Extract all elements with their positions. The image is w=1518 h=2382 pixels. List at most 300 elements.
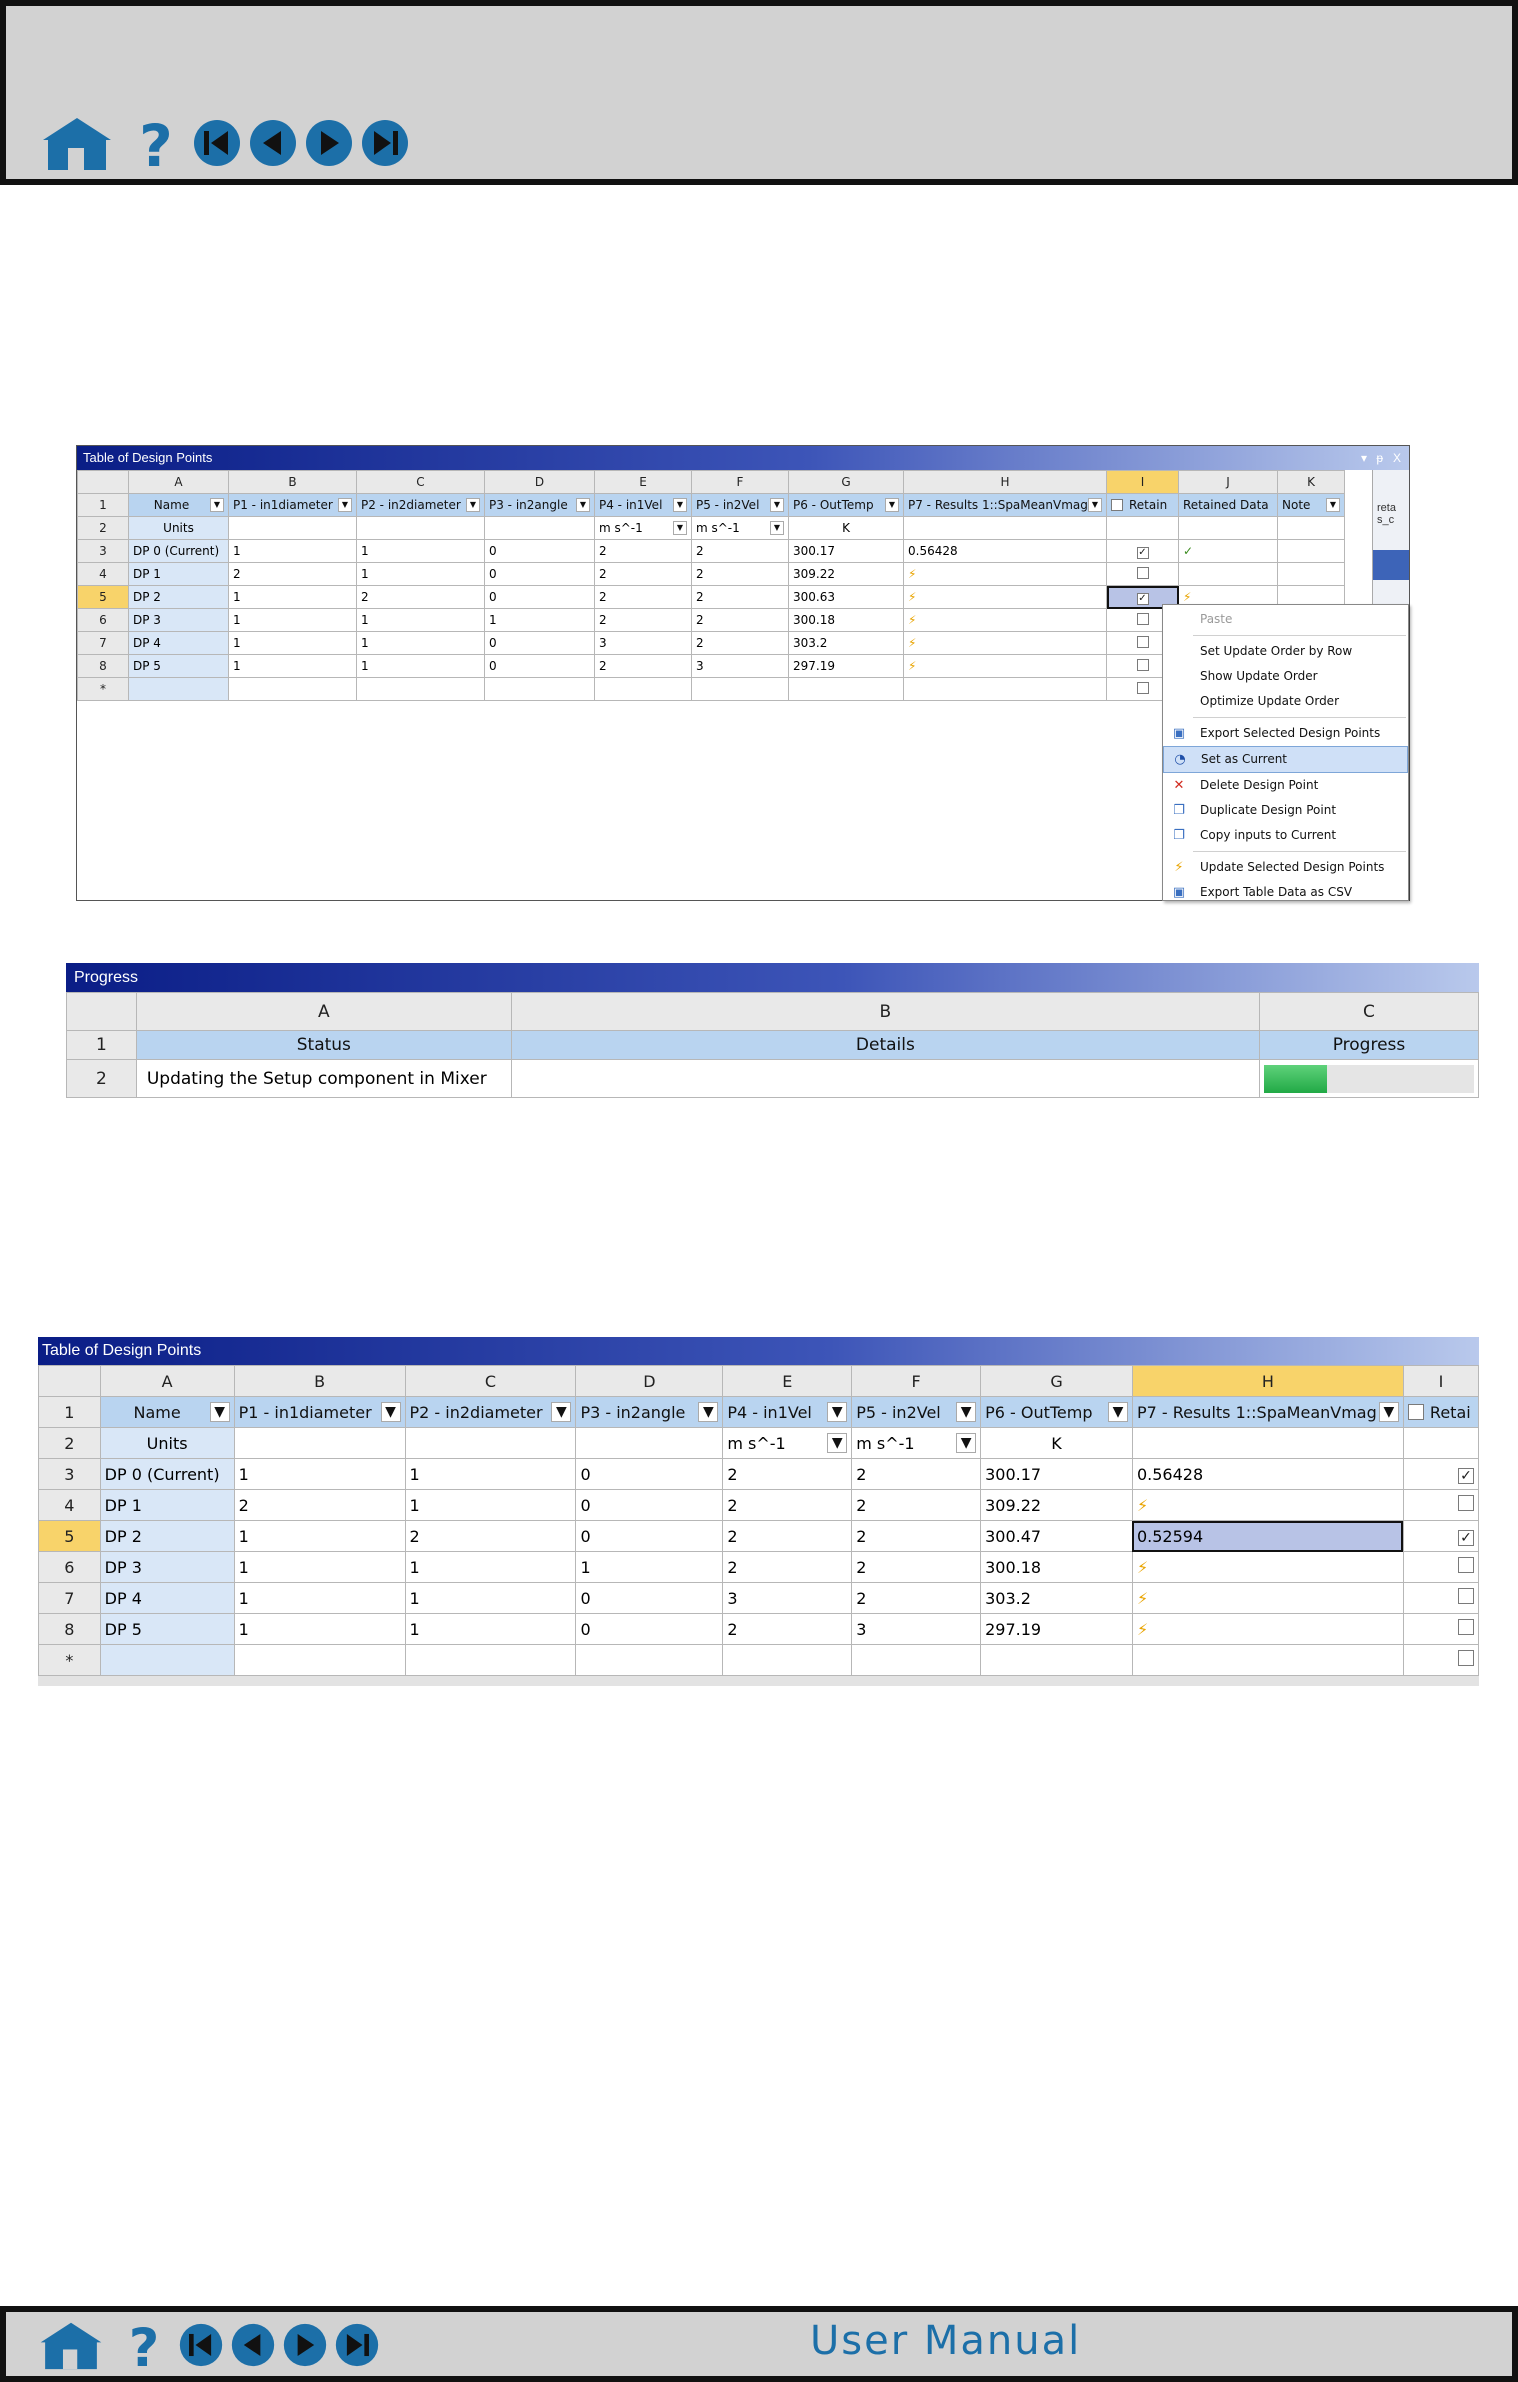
home-icon[interactable]: [38, 2318, 104, 2372]
column-filter-dropdown[interactable]: ▼: [698, 1402, 718, 1422]
units-cell: [405, 1428, 576, 1459]
parameter-value[interactable]: 2: [357, 586, 485, 609]
parameter-value[interactable]: 1: [405, 1490, 576, 1521]
parameter-value[interactable]: 2: [405, 1521, 576, 1552]
parameter-header: [789, 494, 904, 517]
header-label: P1 - in1diameter: [238, 1402, 372, 1422]
out-of-date-cell[interactable]: [1132, 1552, 1403, 1583]
parameter-header: [234, 1397, 405, 1428]
out-of-date-cell[interactable]: [1132, 1490, 1403, 1521]
units-select[interactable]: [852, 1428, 981, 1459]
retained-data-cell: [1179, 563, 1278, 586]
bottom-nav-bar: [0, 2306, 1518, 2382]
menu-item[interactable]: [1163, 823, 1408, 848]
first-page-icon[interactable]: [178, 2322, 224, 2368]
parameter-value[interactable]: 2: [595, 540, 692, 563]
parameter-value[interactable]: 0: [485, 563, 595, 586]
parameter-value[interactable]: 1: [229, 655, 357, 678]
parameter-value[interactable]: 2: [595, 655, 692, 678]
parameter-value[interactable]: 2: [723, 1614, 852, 1645]
parameter-value[interactable]: 1: [234, 1552, 405, 1583]
parameter-value[interactable]: 0: [576, 1614, 723, 1645]
update-required-icon: ⚡: [908, 659, 917, 673]
empty-cell[interactable]: [723, 1645, 852, 1676]
column-header-c[interactable]: C: [357, 471, 485, 494]
parameter-header: [1403, 1397, 1478, 1428]
row-header: 2: [39, 1428, 101, 1459]
parameter-value[interactable]: 303.2: [981, 1583, 1133, 1614]
parameter-value[interactable]: 2: [852, 1583, 981, 1614]
empty-cell[interactable]: [576, 1645, 723, 1676]
parameter-header: [405, 1397, 576, 1428]
empty-cell[interactable]: [1132, 1645, 1403, 1676]
parameter-value[interactable]: 1: [405, 1614, 576, 1645]
retain-cell[interactable]: [1403, 1490, 1478, 1521]
column-filter-dropdown[interactable]: ▼: [381, 1402, 401, 1422]
update-required-icon: ⚡: [1136, 1495, 1149, 1515]
empty-cell[interactable]: [234, 1645, 405, 1676]
progress-header: Progress: [1259, 1031, 1478, 1060]
column-header-a[interactable]: A: [100, 1366, 234, 1397]
previous-page-icon[interactable]: [230, 2322, 276, 2368]
header-wrap: [985, 1402, 1128, 1422]
parameter-value[interactable]: 2: [229, 563, 357, 586]
menu-item-label: Export Selected Design Points: [1200, 726, 1381, 740]
parameter-value[interactable]: 0.56428: [1132, 1459, 1403, 1490]
menu-item-label: Set as Current: [1201, 752, 1288, 766]
column-header-e[interactable]: E: [595, 471, 692, 494]
menu-item[interactable]: [1163, 639, 1408, 664]
menu-item[interactable]: [1163, 746, 1408, 773]
row-header[interactable]: 3: [78, 540, 129, 563]
parameter-value[interactable]: 1: [229, 586, 357, 609]
menu-item[interactable]: [1163, 689, 1408, 714]
retain-checkbox[interactable]: ✓: [1458, 1468, 1474, 1484]
units-value: m s^-1: [727, 1433, 786, 1453]
design-point-name[interactable]: DP 5: [100, 1614, 234, 1645]
context-menu: [1162, 604, 1409, 901]
table-row[interactable]: [39, 1459, 1479, 1490]
retain-cell[interactable]: [1403, 1614, 1478, 1645]
column-filter-dropdown[interactable]: ▼: [770, 498, 784, 512]
retain-all-checkbox[interactable]: [1408, 1404, 1424, 1420]
column-header-d[interactable]: D: [485, 471, 595, 494]
out-of-date-cell[interactable]: [904, 609, 1107, 632]
row-header[interactable]: 6: [39, 1552, 101, 1583]
column-filter-dropdown[interactable]: ▼: [885, 498, 899, 512]
close-icon[interactable]: X: [1392, 451, 1401, 465]
table-row[interactable]: [78, 586, 1345, 609]
parameter-value[interactable]: 1: [229, 632, 357, 655]
parameter-value[interactable]: 2: [852, 1490, 981, 1521]
parameter-value[interactable]: 2: [692, 586, 789, 609]
column-header-g[interactable]: G: [981, 1366, 1133, 1397]
parameter-value[interactable]: 1: [576, 1552, 723, 1583]
header-label: Retai: [1429, 1402, 1471, 1422]
parameter-value[interactable]: 2: [852, 1552, 981, 1583]
header-wrap: [233, 498, 352, 512]
retain-checkbox[interactable]: [1137, 682, 1149, 694]
retain-cell[interactable]: [1403, 1645, 1478, 1676]
column-filter-dropdown[interactable]: ▼: [338, 498, 352, 512]
column-filter-dropdown[interactable]: ▼: [210, 1402, 230, 1422]
parameter-value[interactable]: 2: [692, 563, 789, 586]
parameter-value[interactable]: 300.18: [789, 609, 904, 632]
empty-cell[interactable]: [852, 1645, 981, 1676]
parameter-value[interactable]: 2: [852, 1521, 981, 1552]
units-dropdown[interactable]: ▼: [827, 1433, 847, 1453]
parameter-value[interactable]: 2: [234, 1490, 405, 1521]
retain-checkbox[interactable]: [1137, 636, 1149, 648]
units-dropdown[interactable]: ▼: [770, 521, 784, 535]
previous-page-icon[interactable]: [248, 118, 298, 168]
table-row[interactable]: [78, 632, 1345, 655]
row-header[interactable]: 4: [39, 1490, 101, 1521]
design-point-name[interactable]: DP 0 (Current): [129, 540, 229, 563]
retain-cell[interactable]: [1403, 1583, 1478, 1614]
parameter-header: [692, 494, 789, 517]
first-page-icon[interactable]: [192, 118, 242, 168]
parameter-value[interactable]: 2: [595, 609, 692, 632]
units-cell: [1107, 517, 1179, 540]
parameter-value[interactable]: 1: [357, 655, 485, 678]
retain-cell[interactable]: [1107, 540, 1179, 563]
parameter-value[interactable]: 2: [692, 609, 789, 632]
table-row[interactable]: [39, 1552, 1479, 1583]
empty-cell[interactable]: [904, 678, 1107, 701]
row-header[interactable]: 8: [39, 1614, 101, 1645]
row-header: 1: [39, 1397, 101, 1428]
column-filter-dropdown[interactable]: ▼: [1088, 498, 1102, 512]
parameter-value[interactable]: 0: [485, 632, 595, 655]
menu-item-label: Delete Design Point: [1200, 778, 1319, 792]
parameter-value[interactable]: 2: [595, 586, 692, 609]
corner-cell: [78, 471, 129, 494]
column-header-i[interactable]: I: [1403, 1366, 1478, 1397]
parameter-value[interactable]: 303.2: [789, 632, 904, 655]
table-row[interactable]: [39, 1521, 1479, 1552]
units-dropdown[interactable]: ▼: [673, 521, 687, 535]
table-row[interactable]: [78, 609, 1345, 632]
parameter-value[interactable]: 297.19: [789, 655, 904, 678]
parameter-value[interactable]: 0.56428: [904, 540, 1107, 563]
header-wrap: [239, 1402, 401, 1422]
window-title: Table of Design Points: [42, 1342, 202, 1359]
corner-cell: [39, 1366, 101, 1397]
retain-checkbox[interactable]: [1458, 1650, 1474, 1666]
empty-cell[interactable]: [595, 678, 692, 701]
home-icon[interactable]: [40, 114, 114, 172]
parameter-value[interactable]: 0: [576, 1490, 723, 1521]
retain-checkbox[interactable]: [1458, 1495, 1474, 1511]
parameter-value[interactable]: 3: [595, 632, 692, 655]
table-row[interactable]: [78, 655, 1345, 678]
header-wrap: [410, 1402, 572, 1422]
parameter-value[interactable]: 1: [229, 609, 357, 632]
parameter-value[interactable]: 2: [852, 1459, 981, 1490]
note-cell[interactable]: [1278, 540, 1345, 563]
column-header-c[interactable]: C: [405, 1366, 576, 1397]
menu-item[interactable]: [1163, 798, 1408, 823]
parameter-value[interactable]: 1: [234, 1459, 405, 1490]
design-points-title-bar-1: [77, 446, 1409, 470]
units-select[interactable]: [692, 517, 789, 540]
units-cell: [1132, 1428, 1403, 1459]
parameter-value[interactable]: 3: [692, 655, 789, 678]
units-cell: [1403, 1428, 1478, 1459]
column-filter-dropdown[interactable]: ▼: [1379, 1402, 1399, 1422]
empty-cell[interactable]: [981, 1645, 1133, 1676]
menu-item[interactable]: [1163, 773, 1408, 798]
retain-checkbox[interactable]: [1137, 613, 1149, 625]
menu-item-label: Export Table Data as CSV: [1200, 885, 1353, 899]
side-text-2: s_c: [1377, 514, 1395, 526]
header-wrap: [580, 1402, 718, 1422]
parameter-value[interactable]: 3: [723, 1583, 852, 1614]
design-point-name[interactable]: DP 1: [129, 563, 229, 586]
out-of-date-cell[interactable]: [904, 586, 1107, 609]
row-header: 1: [78, 494, 129, 517]
help-icon[interactable]: [124, 2318, 164, 2372]
design-point-name[interactable]: DP 4: [129, 632, 229, 655]
column-header-g[interactable]: G: [789, 471, 904, 494]
menu-item[interactable]: [1163, 855, 1408, 880]
parameter-value[interactable]: 2: [723, 1459, 852, 1490]
units-select[interactable]: [723, 1428, 852, 1459]
parameter-value[interactable]: 3: [852, 1614, 981, 1645]
row-header: *: [78, 678, 129, 701]
progress-cell: [1259, 1060, 1478, 1098]
last-page-icon[interactable]: [334, 2322, 380, 2368]
parameter-value[interactable]: 1: [405, 1583, 576, 1614]
header-label: P5 - in2Vel: [696, 498, 760, 512]
column-filter-dropdown[interactable]: ▼: [673, 498, 687, 512]
parameter-value[interactable]: 2: [723, 1521, 852, 1552]
parameter-header: [723, 1397, 852, 1428]
design-point-name[interactable]: DP 1: [100, 1490, 234, 1521]
retain-checkbox[interactable]: ✓: [1138, 546, 1147, 558]
duplicate-icon: ❐: [1173, 803, 1185, 818]
menu-item[interactable]: [1163, 607, 1408, 632]
parameter-value[interactable]: 0: [576, 1459, 723, 1490]
parameter-value[interactable]: 1: [405, 1459, 576, 1490]
header-label: P1 - in1diameter: [233, 498, 333, 512]
retain-checkbox[interactable]: [1137, 567, 1149, 579]
table-row[interactable]: [39, 1490, 1479, 1521]
help-icon[interactable]: [134, 114, 178, 172]
units-select-wrap: [696, 521, 784, 535]
parameter-value[interactable]: 1: [357, 540, 485, 563]
design-point-name[interactable]: DP 3: [100, 1552, 234, 1583]
parameter-header: [229, 494, 357, 517]
column-header-k[interactable]: K: [1278, 471, 1345, 494]
row-header[interactable]: 7: [39, 1583, 101, 1614]
design-point-name[interactable]: DP 0 (Current): [100, 1459, 234, 1490]
column-filter-dropdown[interactable]: ▼: [551, 1402, 571, 1422]
parameter-value[interactable]: 300.63: [789, 586, 904, 609]
design-point-name[interactable]: DP 3: [129, 609, 229, 632]
menu-item[interactable]: [1163, 664, 1408, 689]
header-label: P7 - Results 1::SpaMeanVmag: [1136, 1402, 1377, 1422]
empty-cell[interactable]: [405, 1645, 576, 1676]
parameter-value[interactable]: 1: [485, 609, 595, 632]
retain-checkbox[interactable]: [1137, 659, 1149, 671]
parameter-value[interactable]: 0: [485, 586, 595, 609]
parameter-value[interactable]: 1: [405, 1552, 576, 1583]
row-header[interactable]: 6: [78, 609, 129, 632]
column-filter-dropdown[interactable]: ▼: [827, 1402, 847, 1422]
row-header: *: [39, 1645, 101, 1676]
menu-separator: [1193, 851, 1406, 852]
table-row[interactable]: [78, 563, 1345, 586]
menu-item-label: Duplicate Design Point: [1200, 803, 1337, 817]
column-header-h[interactable]: H: [1132, 1366, 1403, 1397]
parameter-value[interactable]: 1: [357, 632, 485, 655]
parameter-value[interactable]: 309.22: [981, 1490, 1133, 1521]
row-header[interactable]: 8: [78, 655, 129, 678]
units-value: m s^-1: [696, 521, 740, 535]
last-page-icon[interactable]: [360, 118, 410, 168]
column-filter-dropdown[interactable]: ▼: [956, 1402, 976, 1422]
menu-item-label: Optimize Update Order: [1200, 694, 1339, 708]
retain-cell[interactable]: [1107, 563, 1179, 586]
row-header[interactable]: 7: [78, 632, 129, 655]
parameter-value[interactable]: 1: [234, 1583, 405, 1614]
row-header[interactable]: 5: [39, 1521, 101, 1552]
parameter-value[interactable]: 1: [229, 540, 357, 563]
update-required-icon: ⚡: [908, 636, 917, 650]
status-header: Status: [136, 1031, 511, 1060]
parameter-value[interactable]: 2: [723, 1490, 852, 1521]
parameter-value[interactable]: 1: [357, 563, 485, 586]
design-point-name[interactable]: DP 5: [129, 655, 229, 678]
units-value: K: [789, 517, 904, 540]
pin-icon[interactable]: ᵽ: [1376, 451, 1383, 465]
units-dropdown[interactable]: ▼: [956, 1433, 976, 1453]
header-wrap: [1282, 498, 1340, 512]
column-header-f[interactable]: F: [692, 471, 789, 494]
next-page-icon[interactable]: [282, 2322, 328, 2368]
parameter-value[interactable]: 1: [357, 609, 485, 632]
parameter-value[interactable]: 297.19: [981, 1614, 1133, 1645]
header-wrap: [793, 498, 899, 512]
menu-item-label: Paste: [1200, 612, 1233, 626]
parameter-value[interactable]: 0: [576, 1521, 723, 1552]
menu-item[interactable]: [1163, 880, 1408, 905]
parameter-value[interactable]: 0: [576, 1583, 723, 1614]
parameter-header: [576, 1397, 723, 1428]
retain-checkbox[interactable]: ✓: [1458, 1530, 1474, 1546]
column-header-b[interactable]: B: [234, 1366, 405, 1397]
column-header-h[interactable]: H: [904, 471, 1107, 494]
header-label: P6 - OutTemp: [985, 1402, 1093, 1422]
parameter-value[interactable]: 309.22: [789, 563, 904, 586]
design-point-name[interactable]: DP 4: [100, 1583, 234, 1614]
status-cell: Updating the Setup component in Mixer: [136, 1060, 511, 1098]
parameter-value[interactable]: 1: [234, 1614, 405, 1645]
column-header-a[interactable]: A: [129, 471, 229, 494]
empty-cell[interactable]: [229, 678, 357, 701]
table-row[interactable]: [39, 1583, 1479, 1614]
parameter-header: [1107, 494, 1179, 517]
retain-all-checkbox[interactable]: [1111, 499, 1123, 511]
parameter-value[interactable]: 300.17: [981, 1459, 1133, 1490]
retain-checkbox[interactable]: [1458, 1619, 1474, 1635]
empty-cell[interactable]: [789, 678, 904, 701]
header-label: P5 - in2Vel: [856, 1402, 941, 1422]
column-header-i[interactable]: I: [1107, 471, 1179, 494]
parameter-value[interactable]: 0: [485, 655, 595, 678]
parameter-value[interactable]: 300.18: [981, 1552, 1133, 1583]
parameter-value[interactable]: 1: [234, 1521, 405, 1552]
new-row[interactable]: [78, 678, 1345, 701]
empty-cell[interactable]: [692, 678, 789, 701]
new-row[interactable]: [39, 1645, 1479, 1676]
parameter-value[interactable]: 2: [692, 540, 789, 563]
next-page-icon[interactable]: [304, 118, 354, 168]
column-header-j[interactable]: J: [1179, 471, 1278, 494]
menu-item[interactable]: [1163, 721, 1408, 746]
table-row[interactable]: [39, 1614, 1479, 1645]
retain-cell[interactable]: [1403, 1521, 1478, 1552]
retain-cell[interactable]: [1403, 1552, 1478, 1583]
design-point-name[interactable]: DP 2: [129, 586, 229, 609]
column-header-e[interactable]: E: [723, 1366, 852, 1397]
column-filter-dropdown[interactable]: ▼: [576, 498, 590, 512]
units-label: Units: [100, 1428, 234, 1459]
header-label: Note: [1282, 498, 1311, 512]
column-header-f[interactable]: F: [852, 1366, 981, 1397]
parameter-value[interactable]: 2: [692, 632, 789, 655]
parameter-value[interactable]: 300.47: [981, 1521, 1133, 1552]
column-header-b[interactable]: B: [229, 471, 357, 494]
row-header[interactable]: 5: [78, 586, 129, 609]
retain-cell[interactable]: [1403, 1459, 1478, 1490]
parameter-value[interactable]: 2: [723, 1552, 852, 1583]
column-filter-dropdown[interactable]: ▼: [1326, 498, 1340, 512]
parameter-value[interactable]: 0: [485, 540, 595, 563]
units-cell: [234, 1428, 405, 1459]
column-header-d[interactable]: D: [576, 1366, 723, 1397]
out-of-date-cell[interactable]: [904, 563, 1107, 586]
empty-cell[interactable]: [485, 678, 595, 701]
parameter-value[interactable]: 0.52594: [1132, 1521, 1403, 1552]
empty-cell[interactable]: [357, 678, 485, 701]
title-dropdown-icon[interactable]: ▾: [1360, 451, 1367, 465]
empty-cell[interactable]: [100, 1645, 234, 1676]
parameter-value[interactable]: 2: [595, 563, 692, 586]
row-header[interactable]: 3: [39, 1459, 101, 1490]
note-cell[interactable]: [1278, 563, 1345, 586]
design-point-name[interactable]: DP 2: [100, 1521, 234, 1552]
parameter-value[interactable]: 300.17: [789, 540, 904, 563]
units-select[interactable]: [595, 517, 692, 540]
header-label: P7 - Results 1::SpaMeanVmag: [908, 498, 1088, 512]
out-of-date-cell[interactable]: [1132, 1583, 1403, 1614]
out-of-date-cell[interactable]: [904, 655, 1107, 678]
out-of-date-cell[interactable]: [904, 632, 1107, 655]
retain-checkbox[interactable]: [1458, 1588, 1474, 1604]
column-filter-dropdown[interactable]: ▼: [210, 498, 224, 512]
row-header[interactable]: 4: [78, 563, 129, 586]
empty-cell[interactable]: [129, 678, 229, 701]
out-of-date-cell[interactable]: [1132, 1614, 1403, 1645]
column-filter-dropdown[interactable]: ▼: [466, 498, 480, 512]
retain-checkbox[interactable]: [1458, 1557, 1474, 1573]
column-filter-dropdown[interactable]: ▼: [1108, 1402, 1128, 1422]
table-row[interactable]: [78, 540, 1345, 563]
retain-checkbox[interactable]: ✓: [1138, 592, 1147, 604]
